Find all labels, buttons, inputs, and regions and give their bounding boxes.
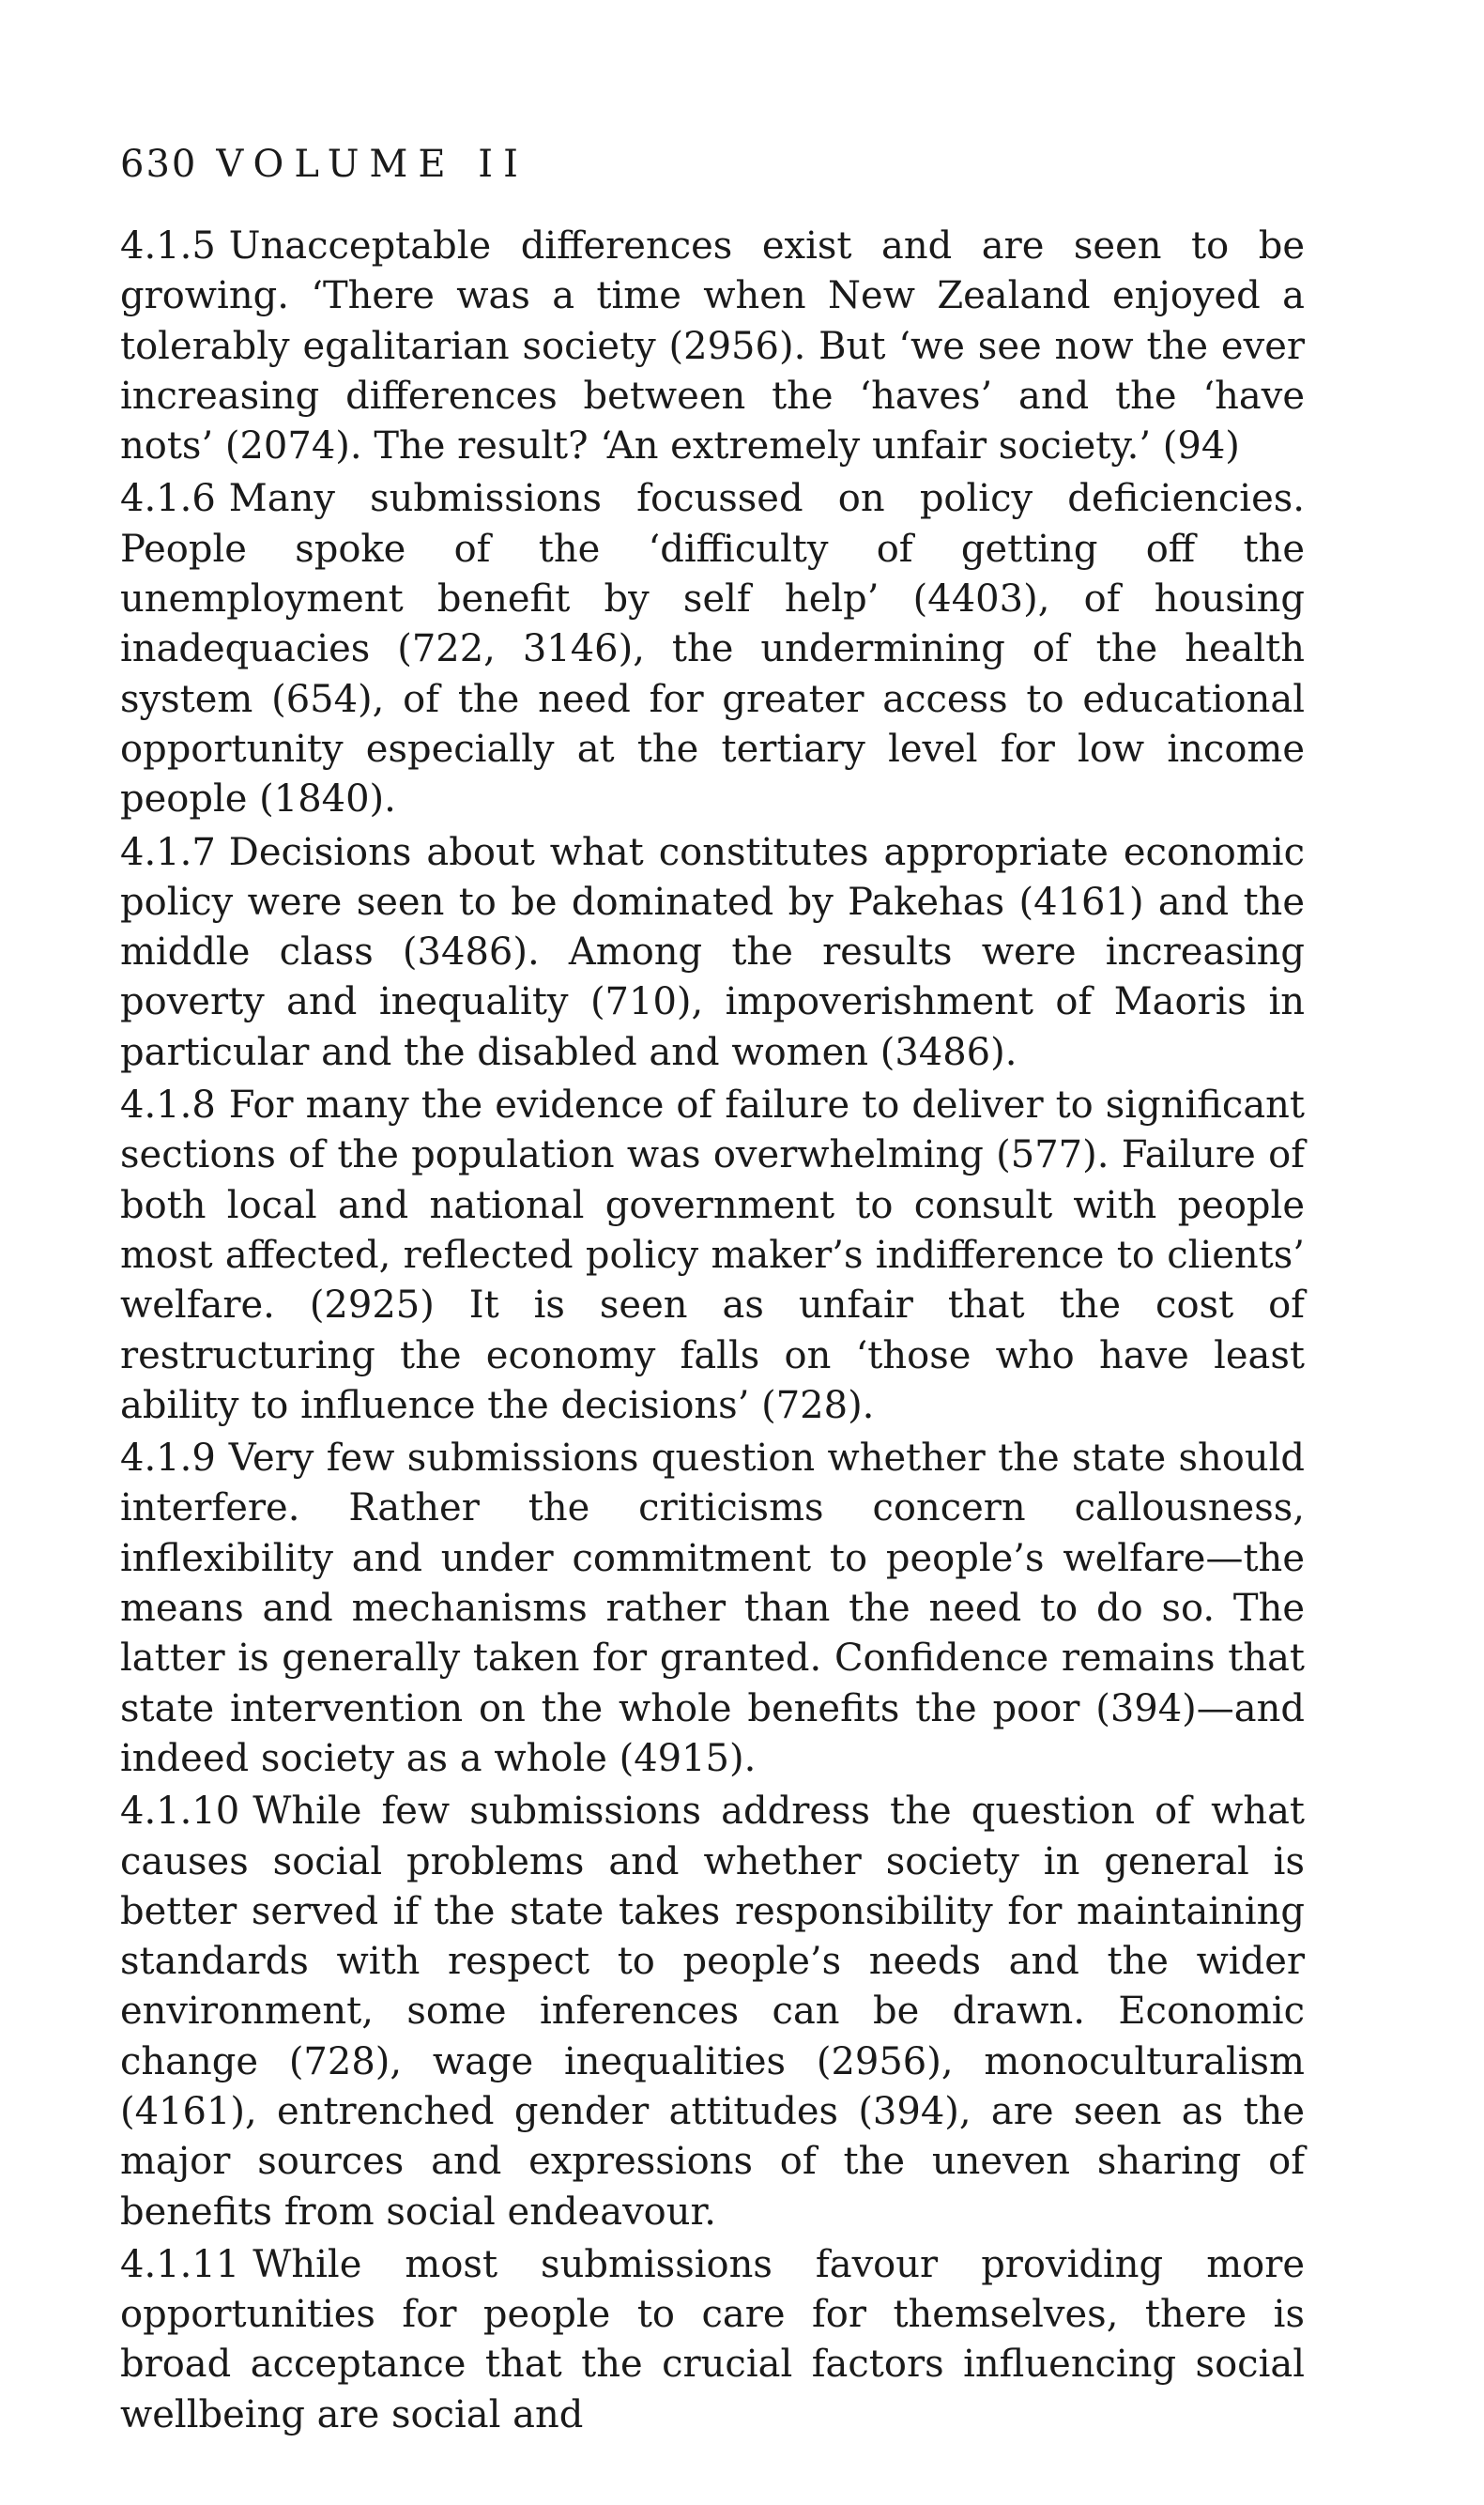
paragraph-number: 4.1.6 bbox=[120, 477, 216, 521]
body-text bbox=[120, 222, 1305, 2443]
page-number: 630 bbox=[120, 143, 198, 186]
paragraph-text: While most submissions favour providing more opportunities for people to care for themselves, there is broad acceptance that the crucial factors influencing social wellbeing are social and bbox=[120, 2242, 1305, 2436]
paragraph bbox=[120, 1434, 1305, 1784]
paragraph bbox=[120, 1787, 1305, 2237]
paragraph-number: 4.1.10 bbox=[120, 1790, 240, 1834]
paragraph bbox=[120, 828, 1305, 1078]
paragraph bbox=[120, 2240, 1305, 2440]
paragraph-text: While few submissions address the question of what causes social problems and whether society in general is better served if the state takes responsibility for maintaining standards with respect to people’s needs and the wider environment, some inferences can be drawn. Economic change (728), wage inequalities (2956), monoculturalism (4161), entrenched gender attitudes (394), are seen as the major sources and expressions of the uneven sharing of benefits from social endeavour. bbox=[120, 1790, 1305, 2234]
volume-title: VOLUME II bbox=[216, 143, 528, 186]
paragraph-text: Unacceptable differences exist and are seen to be growing. ‘There was a time when New Zealand enjoyed a tolerably egalitarian society (2956). But ‘we see now the ever increasing differences between the ‘haves’ and the ‘have nots’ (2074). The result? ‘An extremely unfair society.’ (94) bbox=[120, 224, 1305, 469]
paragraph-number: 4.1.7 bbox=[120, 830, 216, 874]
paragraph-text: Decisions about what constitutes appropriate economic policy were seen to be dominated by Pakehas (4161) and the middle class (3486). Among the results were increasing poverty and inequality (710), impoverishment of Maoris in particular and the disabled and women (3486). bbox=[120, 830, 1305, 1074]
paragraph-text: Very few submissions question whether the state should interfere. Rather the criticisms concern callousness, inflexibility and under commitment to people’s welfare—the means and mechanisms rather than the need to do so. The latter is generally taken for granted. Confidence remains that state intervention on the whole benefits the poor (394)—and indeed society as a whole (4915). bbox=[120, 1437, 1305, 1780]
paragraph bbox=[120, 222, 1305, 471]
paragraph-number: 4.1.11 bbox=[120, 2242, 240, 2286]
running-header bbox=[120, 143, 528, 186]
paragraph bbox=[120, 1081, 1305, 1431]
paragraph-number: 4.1.5 bbox=[120, 224, 216, 268]
paragraph bbox=[120, 474, 1305, 824]
paragraph-number: 4.1.8 bbox=[120, 1083, 216, 1128]
paragraph-text: For many the evidence of failure to deliver to significant sections of the population was overwhelming (577). Failure of both local and national government to consult with people most affected, reflected policy maker’s indifference to clients’ welfare. (2925) It is seen as unfair that the cost of restructuring the economy falls on ‘those who have least ability to influence the decisions’ (728). bbox=[120, 1083, 1305, 1427]
paragraph-text: Many submissions focussed on policy deficiencies. People spoke of the ‘difficulty of getting off the unemployment benefit by self help’ (4403), of housing inadequacies (722, 3146), the undermining of the health system (654), of the need for greater access to educational opportunity especially at the tertiary level for low income people (1840). bbox=[120, 477, 1305, 822]
paragraph-number: 4.1.9 bbox=[120, 1437, 216, 1481]
